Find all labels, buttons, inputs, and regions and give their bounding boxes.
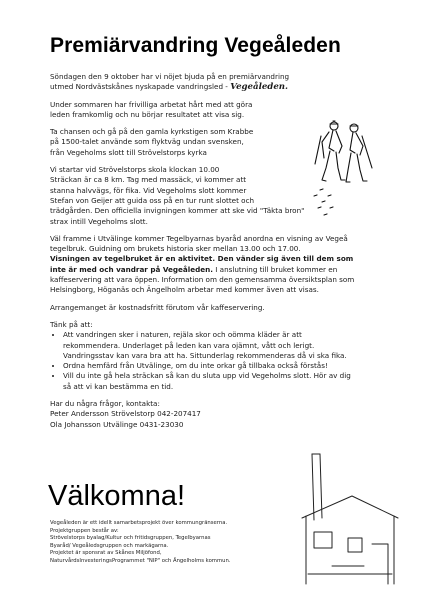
- tips-section: [50, 320, 370, 392]
- tips-heading: Tänk på att:: [50, 319, 93, 329]
- contact-person: Peter Andersson Strövelstorp 042-207417: [50, 409, 201, 419]
- footer-line: Projektgruppen består av:: [50, 527, 119, 534]
- tips-list: [50, 330, 370, 392]
- footer-line: Vegeåleden är ett idellt samarbetsprojekt över kommungränserna.: [50, 520, 228, 526]
- intro-text: utmed Nordvästskånes nyskapade vandringsled -: [50, 82, 231, 92]
- text-line: tegelbruk. Guidning om brukets historia sker mellan 13.00 och 17.00.: [50, 244, 301, 254]
- footer-line: Projektet är sponsrat av Skånes Miljöfond,: [50, 550, 162, 557]
- schedule-paragraph: [50, 165, 370, 227]
- text: I anslutning till bruket kommer en: [212, 264, 338, 274]
- bold-text: inte är med och vandrar på Vegeåleden.: [50, 264, 213, 274]
- text-line: Helsingborg, Höganäs och Ängelholm arbetar med kommer även att visas.: [50, 285, 319, 295]
- text-line: • Ordna hemfärd från Utvälinge, om du inte orkar gå tillbaka också förstås!: [63, 361, 328, 371]
- footer-line: NaturvårdsInvesteringsProgrammet "NIP" och Ängelholms kommun.: [50, 557, 231, 564]
- footer-line: Byaråd/ Vegeåledsgruppen och markägarna.: [50, 542, 169, 549]
- contact-section: [50, 399, 370, 430]
- text-line: Under sommaren har frivilliga arbetat hårt med att göra: [50, 99, 253, 109]
- tip-item: [63, 361, 370, 371]
- text-line: Sträckan är ca 8 km. Tag med massäck, vi kommer att: [50, 175, 247, 185]
- flyer-body: [50, 72, 370, 437]
- text-line: stanna halvvägs, för fika. Vid Vegeholms slott kommer: [50, 185, 247, 195]
- intro-line-trail: [50, 82, 370, 92]
- text-line: så att vi kan bestämma en tid.: [63, 381, 174, 391]
- text-line: på 1500-talet använde som flyktväg undan svensken,: [50, 137, 244, 147]
- intro-paragraph: [50, 72, 370, 93]
- text-line: • Att vandringen sker i naturen, rejäla skor och oömma kläder är att: [63, 330, 302, 340]
- intro-line: Söndagen den 9 oktober har vi nöjet bjuda på en premiärvandring: [50, 72, 290, 81]
- footer-credits: [50, 520, 310, 566]
- footer-line: Strövelstorps byalag/Kultur och fritidsgruppen, Tegelbyarnas: [50, 535, 211, 542]
- text-line: Vandringsstav kan vara bra att ha. Sittunderlag rekommenderas då vi ska fika.: [63, 350, 347, 360]
- text-line: från Vegeholms slott till Strövelstorps kyrka: [50, 147, 207, 157]
- contact-person: Ola Johansson Utvälinge 0431-23030: [50, 419, 184, 429]
- bold-text-line: Visningen av tegelbruket är en aktivitet. Den vänder sig även till dem som: [50, 254, 354, 264]
- text-line: Stefan von Geijer att guida oss på en tur runt slottet och: [50, 195, 255, 205]
- text-line: strax intill Vegeholms slott.: [50, 216, 148, 226]
- text-line: • Vill du inte gå hela sträckan så kan du sluta upp vid Vegeholms slott. Hör av dig: [63, 371, 351, 381]
- text-line: rekommendera. Underlaget på leden kan vara ojämnt, vått och lerigt.: [63, 340, 315, 350]
- tip-item: [63, 330, 370, 361]
- history-paragraph: [50, 127, 370, 158]
- text-line: leden framkomlig och nu börjar resultatet att visa sig.: [50, 109, 245, 119]
- text-line: Ta chansen och gå på den gamla kyrkstigen som Krabbe: [50, 127, 254, 137]
- tileworks-paragraph: [50, 234, 370, 296]
- mixed-line: [50, 265, 370, 275]
- text-line: kaffeservering att vara öppen. Information om den gemensamma översiktsplan som: [50, 275, 355, 285]
- text-line: trädgården. Den officiella invigningen kommer att ske vid "Täkta bron": [50, 206, 305, 216]
- contact-heading: Har du några frågor, kontakta:: [50, 399, 160, 409]
- tip-item: [63, 371, 370, 392]
- welcome-heading: Välkomna!: [48, 480, 186, 512]
- page-title: Premiärvandring Vegeåleden: [50, 34, 341, 57]
- text-line: Vi startar vid Strövelstorps skola klockan 10.00: [50, 165, 220, 175]
- tileworks-illustration: [292, 448, 402, 588]
- trail-name: Vegeåleden.: [230, 82, 289, 93]
- volunteers-paragraph: [50, 100, 370, 121]
- text-line: Väl framme i Utvälinge kommer Tegelbyarnas byaråd anordna en visning av Vegeå: [50, 233, 348, 243]
- cost-paragraph: Arrangemanget är kostnadsfritt förutom vår kaffeservering.: [50, 302, 265, 312]
